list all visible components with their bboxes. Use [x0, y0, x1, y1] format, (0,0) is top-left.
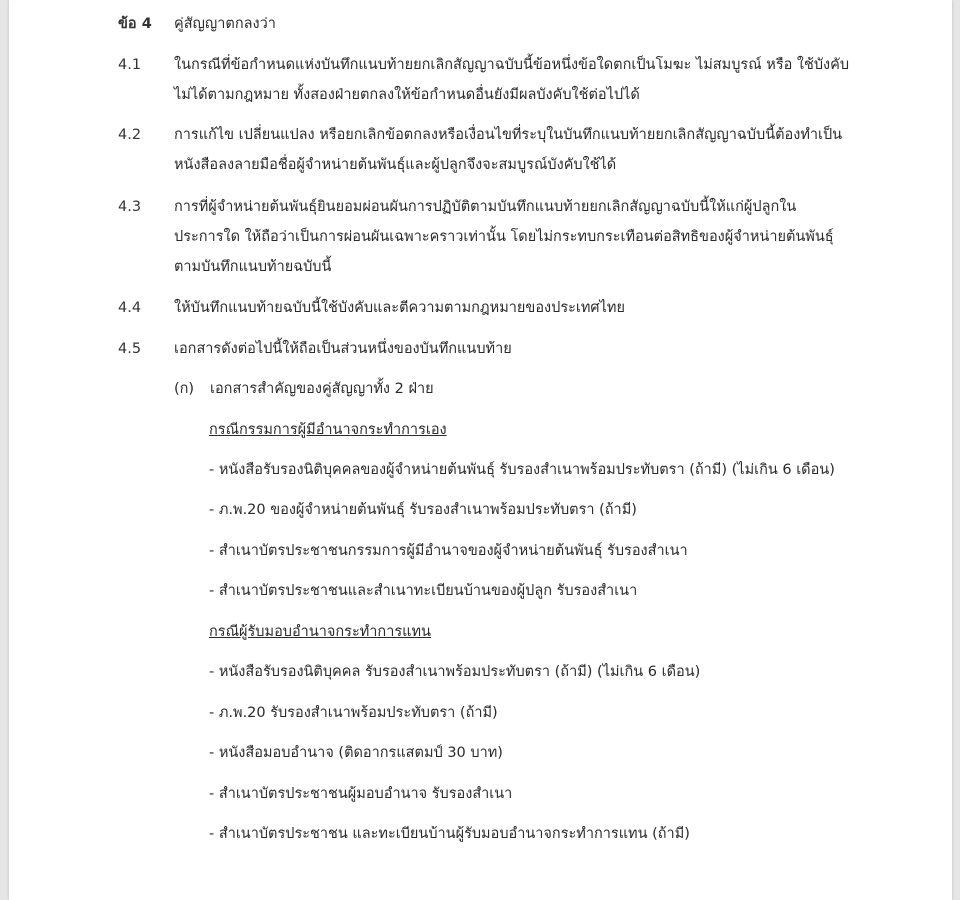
item-number: 4.4	[118, 300, 142, 316]
bullet-item: - หนังสือรับรองนิติบุคคล รับรองสำเนาพร้อมประทับตรา (ถ้ามี) (ไม่เกิน 6 เดือน)	[209, 664, 701, 680]
item-number: 4.5	[118, 341, 142, 357]
item-text-line: ประการใด ให้ถือว่าเป็นการผ่อนผันเฉพาะคราวเท่านั้น โดยไม่กระทบกระเทือนต่อสิทธิของผู้จำหน่ายต้นพันธุ์	[174, 229, 834, 245]
item-text-line: ให้บันทึกแนบท้ายฉบับนี้ใช้บังคับและตีความตามกฎหมายของประเทศไทย	[174, 300, 625, 316]
item-number: 4.2	[118, 127, 142, 143]
bullet-item: - สำเนาบัตรประชาชนและสำเนาทะเบียนบ้านของผู้ปลูก รับรองสำเนา	[209, 583, 638, 599]
item-number: 4.3	[118, 199, 142, 215]
sub-marker: (ก)	[174, 381, 195, 397]
bullet-item: - หนังสือมอบอำนาจ (ติดอากรแสตมป์ 30 บาท)	[209, 745, 503, 761]
bullet-item: - สำเนาบัตรประชาชนผู้มอบอำนาจ รับรองสำเนา	[209, 786, 513, 802]
item-text-line: หนังสือลงลายมือชื่อผู้จำหน่ายต้นพันธุ์และผู้ปลูกจึงจะสมบูรณ์บังคับใช้ได้	[174, 157, 617, 173]
item-number: 4.1	[118, 57, 142, 73]
bullet-item: - ภ.พ.20 ของผู้จำหน่ายต้นพันธุ์ รับรองสำเนาพร้อมประทับตรา (ถ้ามี)	[209, 502, 637, 518]
item-text-line: ในกรณีที่ข้อกำหนดแห่งบันทึกแนบท้ายยกเลิกสัญญาฉบับนี้ข้อหนึ่งข้อใดตกเป็นโมฆะ ไม่สมบูรณ์ หรือ ใช้บังคับ	[174, 57, 850, 73]
group-heading: กรณีกรรมการผู้มีอำนาจกระทำการเอง	[209, 422, 447, 438]
bullet-item: - สำเนาบัตรประชาชน และทะเบียนบ้านผู้รับมอบอำนาจกระทำการแทน (ถ้ามี)	[209, 826, 690, 842]
sub-title: เอกสารสำคัญของคู่สัญญาทั้ง 2 ฝ่าย	[210, 381, 434, 397]
item-text-line: การแก้ไข เปลี่ยนแปลง หรือยกเลิกข้อตกลงหรือเงื่อนไขที่ระบุในบันทึกแนบท้ายยกเลิกสัญญาฉบับนี้ต้องทำเป็น	[174, 127, 843, 143]
bullet-item: - หนังสือรับรองนิติบุคคลของผู้จำหน่ายต้นพันธุ์ รับรองสำเนาพร้อมประทับตรา (ถ้ามี) (ไม่เกิน 6 เดือน)	[209, 462, 835, 478]
clause-label: ข้อ 4	[118, 16, 152, 32]
document-page	[9, 0, 952, 900]
item-text-line: เอกสารดังต่อไปนี้ให้ถือเป็นส่วนหนึ่งของบันทึกแนบท้าย	[174, 341, 512, 357]
item-text-line: ตามบันทึกแนบท้ายฉบับนี้	[174, 259, 332, 275]
bullet-item: - ภ.พ.20 รับรองสำเนาพร้อมประทับตรา (ถ้ามี)	[209, 705, 498, 721]
item-text-line: ไม่ได้ตามกฎหมาย ทั้งสองฝ่ายตกลงให้ข้อกำหนดอื่นยังมีผลบังคับใช้ต่อไปได้	[174, 87, 640, 103]
group-heading: กรณีผู้รับมอบอำนาจกระทำการแทน	[209, 624, 431, 640]
bullet-item: - สำเนาบัตรประชาชนกรรมการผู้มีอำนาจของผู้จำหน่ายต้นพันธุ์ รับรองสำเนา	[209, 543, 688, 559]
clause-title: คู่สัญญาตกลงว่า	[174, 16, 276, 32]
item-text-line: การที่ผู้จำหน่ายต้นพันธุ์ยินยอมผ่อนผันการปฏิบัติตามบันทึกแนบท้ายยกเลิกสัญญาฉบับนี้ให้แก่ผู้ปลูกใน	[174, 199, 797, 215]
